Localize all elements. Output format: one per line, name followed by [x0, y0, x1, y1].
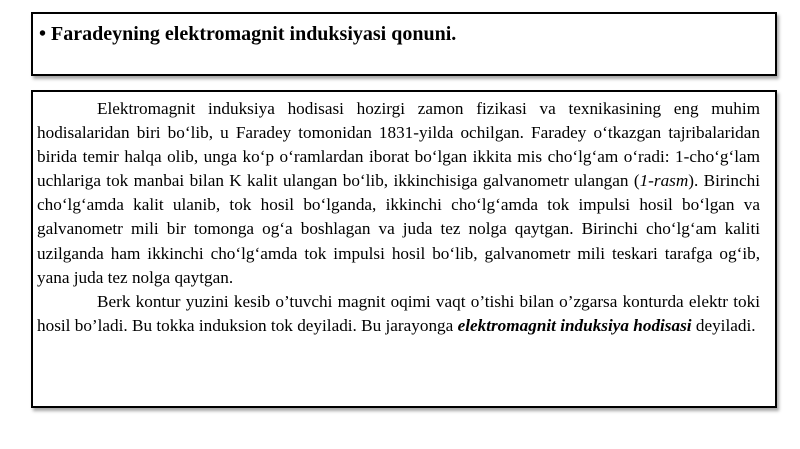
- paragraph1-text-end: ). Birinchi cho‘lg‘amda kalit ulanib, tok hosil bo‘lganda, ikkinchi cho‘lg‘amda tok impulsi hosil bo‘lgan va galvanometr mili bir tomonga og‘a boshlagan va juda tez nolga qaytgan. Birinchi cho‘lg‘am kaliti uzilganda ham ikkinchi cho‘lg‘amda tok impulsi hosil bo‘lib, galvanometr mili teskari tarafga og‘ib, yana juda tez nolga qaytgan.: [37, 171, 760, 287]
- defined-term: elektromagnit induksiya hodisasi: [457, 315, 692, 335]
- paragraph1-text-start: Elektromagnit induksiya hodisasi hozirgi zamon fizikasi va texnikasining eng muhim hodisalaridan biri bo‘lib, u Faradey tomonidan 1831-yilda ochilgan. Faradey o‘tkazgan tajribalaridan birida temir halqa olib, unga ko‘p o‘ramlardan iborat bo‘lgan ikkita mis cho‘lg‘am o‘radi: 1-cho‘g‘lam uchlariga tok manbai bilan K kalit ulangan bo‘lib, ikkinchisiga galvanometr ulangan (: [37, 99, 760, 191]
- figure-reference: 1-rasm: [639, 171, 689, 191]
- content-box: [31, 90, 777, 408]
- content-text: [37, 97, 760, 338]
- slide-title: • Faradeyning elektromagnit induksiyasi qonuni.: [39, 23, 457, 45]
- title-box: [31, 12, 777, 76]
- paragraph-definition: [37, 290, 760, 338]
- paragraph-faraday-experiment: [37, 97, 760, 290]
- paragraph2-text-end: deyiladi.: [691, 315, 756, 335]
- paragraph2-text-start: Berk kontur yuzini kesib o’tuvchi magnit oqimi vaqt o’tishi bilan o’zgarsa konturda elektr toki hosil bo’ladi. Bu tokka induksion tok deyiladi. Bu jarayonga: [37, 291, 760, 335]
